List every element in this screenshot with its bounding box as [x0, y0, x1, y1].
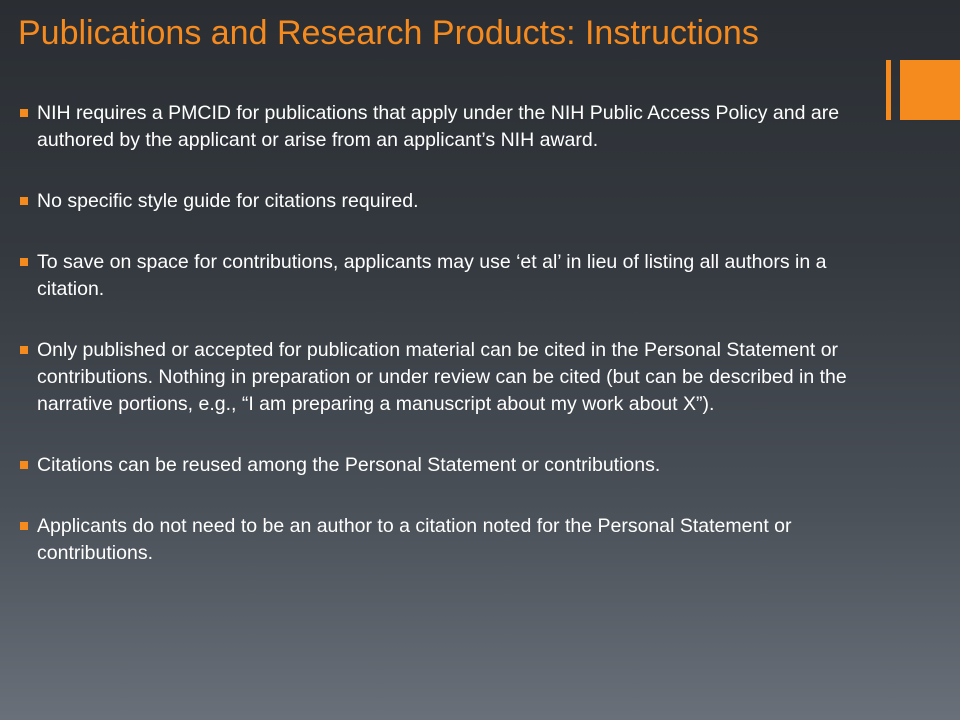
bullet-text: NIH requires a PMCID for publications that apply under the NIH Public Access Policy and are authored by the applicant or arise from an applicant’s NIH award. — [37, 102, 840, 151]
accent-bar-thin — [886, 60, 891, 120]
bullet-item — [20, 188, 880, 215]
bullet-item — [20, 100, 880, 154]
bullet-text: Citations can be reused among the Personal Statement or contributions. — [37, 454, 661, 476]
square-bullet-icon — [20, 109, 28, 117]
accent-bar-thick — [900, 60, 960, 120]
bullet-text: Only published or accepted for publication material can be cited in the Personal Statement or contributions. Nothing in preparation or under review can be cited (but can be described in the narrative portions, e.g., “I am preparing a manuscript about my work about X”). — [37, 339, 847, 415]
square-bullet-icon — [20, 258, 28, 266]
square-bullet-icon — [20, 197, 28, 205]
bullet-item — [20, 513, 880, 567]
square-bullet-icon — [20, 346, 28, 354]
square-bullet-icon — [20, 461, 28, 469]
bullet-item — [20, 337, 880, 418]
bullet-item — [20, 452, 880, 479]
bullet-item — [20, 249, 880, 303]
bullet-text: To save on space for contributions, applicants may use ‘et al’ in lieu of listing all authors in a citation. — [37, 251, 827, 300]
bullet-list — [20, 100, 880, 601]
bullet-text: No specific style guide for citations required. — [37, 190, 419, 212]
bullet-text: Applicants do not need to be an author to a citation noted for the Personal Statement or contributions. — [37, 515, 792, 564]
slide-title: Publications and Research Products: Instructions — [18, 14, 759, 52]
square-bullet-icon — [20, 522, 28, 530]
